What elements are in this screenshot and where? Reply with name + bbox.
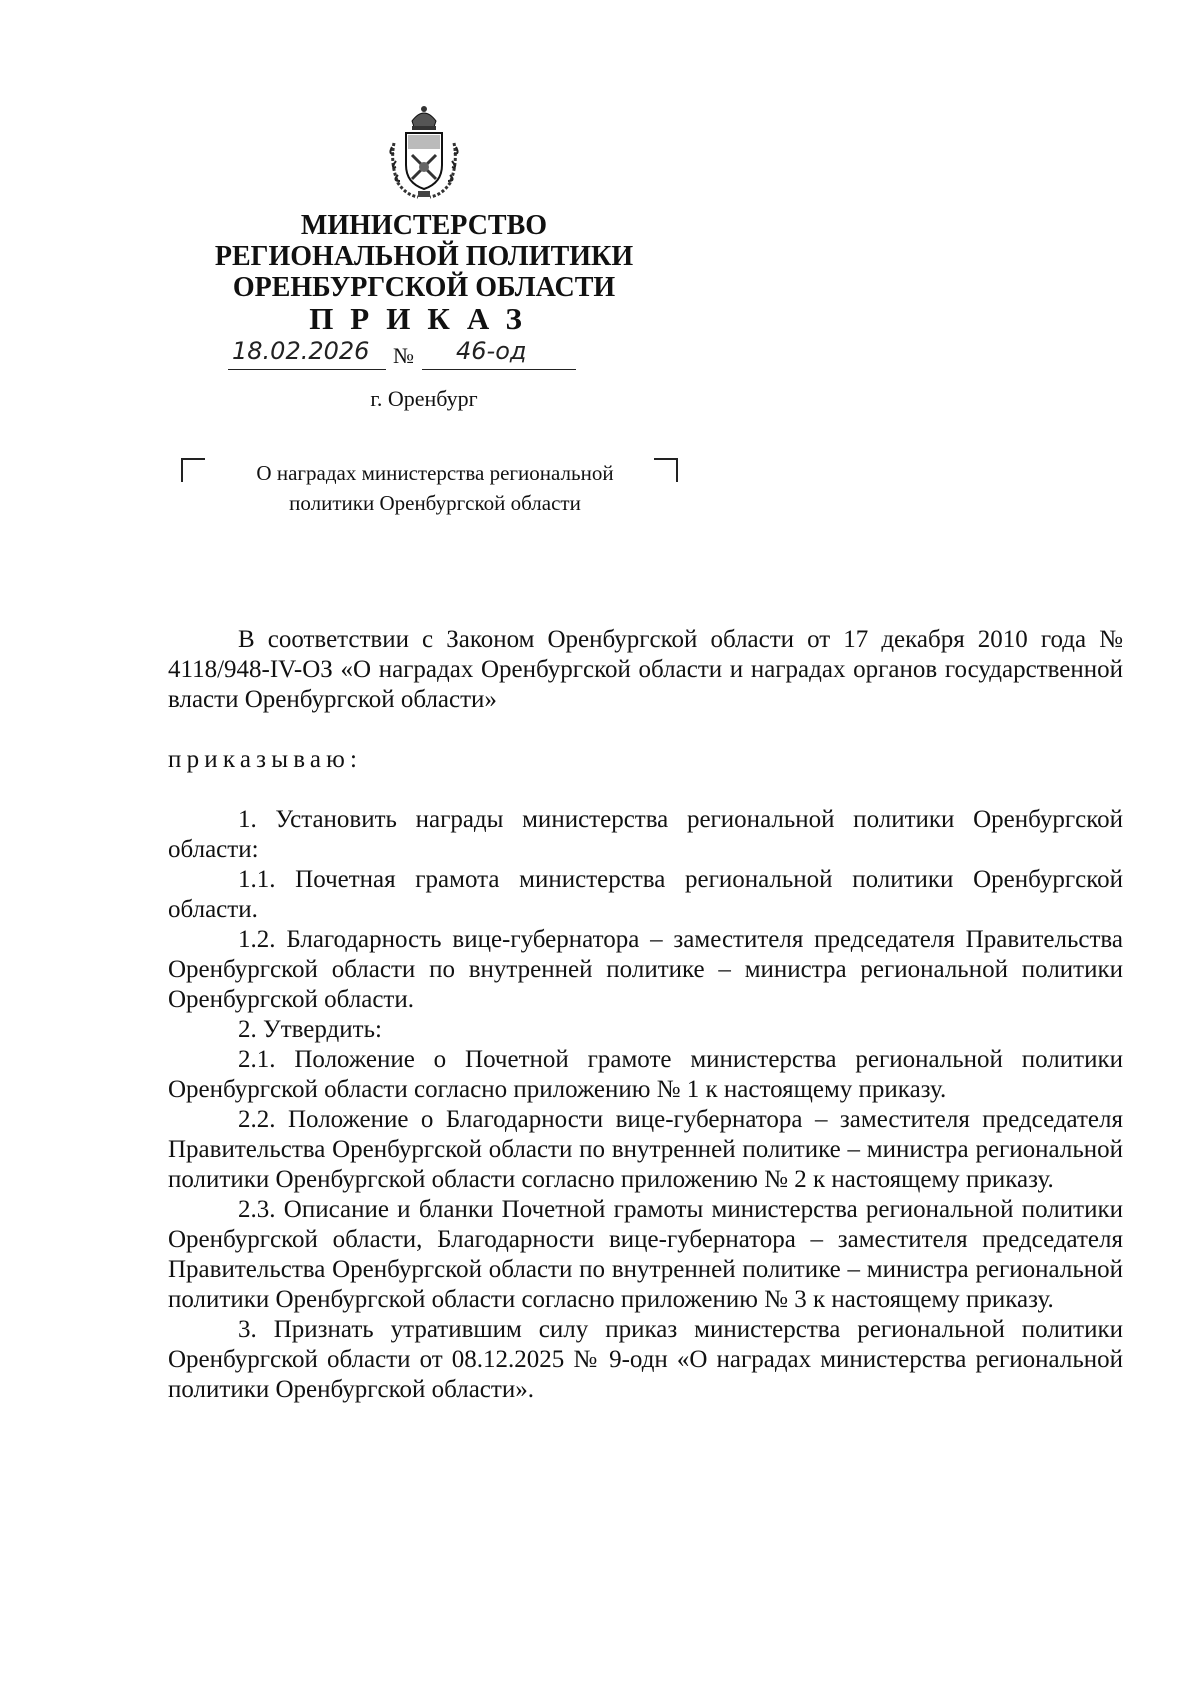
item-2-3: 2.3. Описание и бланки Почетной грамоты министерства региональной политики Оренбургской области, Благодарности вице-губернатора – заместителя председателя Правительства Оренбургской области по внутренней политике – министра региональной политики Оренбургской области согласно приложению № 3 к настоящему приказу. [168,1196,1123,1313]
item-3: 3. Признать утратившим силу приказ министерства региональной политики Оренбургской области от 08.12.2025 № 9-одн «О наградах министерства региональной политики Оренбургской области». [168,1316,1123,1403]
date-underline [228,369,386,370]
city-name: г. Оренбург [370,386,478,411]
document-type-title: ПРИКАЗ [309,301,539,336]
item-2-1: 2.1. Положение о Почетной грамоте министерства региональной политики Оренбургской области согласно приложению № 1 к настоящему приказу. [168,1046,1123,1103]
item-1-1: 1.1. Почетная грамота министерства региональной политики Оренбургской области. [168,866,1123,923]
ministry-name-line2: РЕГИОНАЛЬНОЙ ПОЛИТИКИ [214,241,634,272]
subject-bracket-right [654,458,678,482]
coat-of-arms-icon [388,103,460,201]
order-word: приказываю: [168,746,363,773]
number-sign: № [393,343,414,368]
document-date: 18.02.2026 [232,337,370,365]
subject-bracket-left [181,458,205,482]
preamble-paragraph: В соответствии с Законом Оренбургской области от 17 декабря 2010 года № 4118/948-IV-ОЗ «О наградах Оренбургской области и наградах органов государственной власти Оренбургской области» [168,626,1123,713]
number-underline [422,369,576,370]
ministry-name-line3: ОРЕНБУРГСКОЙ ОБЛАСТИ [232,272,616,303]
ministry-name-line1: МИНИСТЕРСТВО [300,210,548,241]
subject-line1: О наградах министерства региональной [256,461,614,485]
document-body [168,625,1123,1405]
ministry-header [160,210,688,334]
subject-line2: политики Оренбургской области [289,491,581,515]
item-2-2: 2.2. Положение о Благодарности вице-губернатора – заместителя председателя Правительства Оренбургской области по внутренней политике – министра региональной политики Оренбургской области согласно приложению № 2 к настоящему приказу. [168,1106,1123,1193]
document-number: 46-од [456,337,527,365]
document-subject [225,458,645,518]
item-1-2: 1.2. Благодарность вице-губернатора – заместителя председателя Правительства Оренбургской области по внутренней политике – министра региональной политики Оренбургской области. [168,926,1123,1013]
date-number-line [228,333,628,373]
item-1: 1. Установить награды министерства региональной политики Оренбургской области: [168,806,1123,863]
item-2: 2. Утвердить: [238,1016,382,1043]
